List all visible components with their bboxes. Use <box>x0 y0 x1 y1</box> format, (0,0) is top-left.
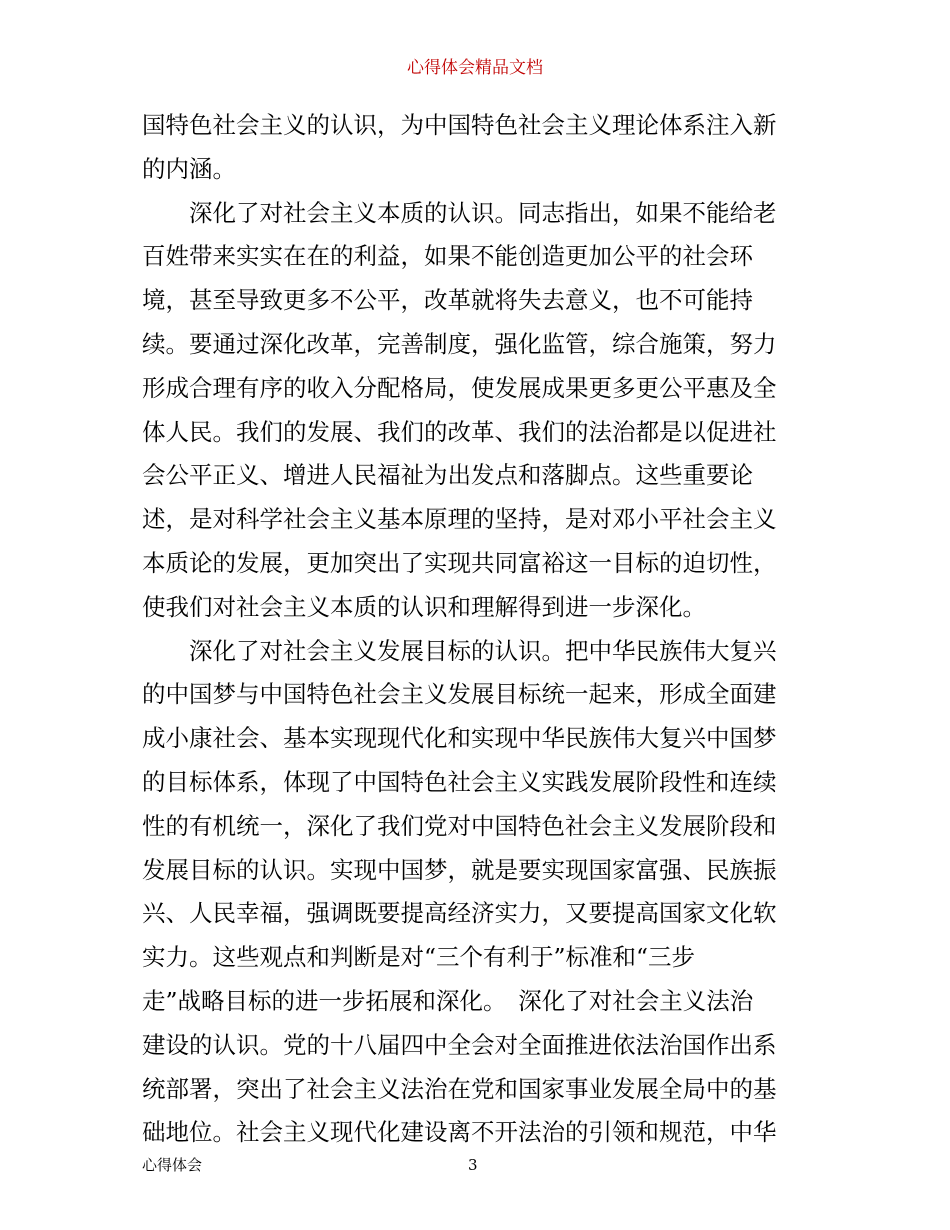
text-line: 统部署，突出了社会主义法治在党和国家事业发展全局中的基 <box>142 1074 777 1103</box>
text-line: 实力。这些观点和判断是对“三个有利于”标准和“三步 <box>142 943 696 972</box>
text-line: 础地位。社会主义现代化建设离不开法治的引领和规范，中华 <box>142 1118 777 1147</box>
text-line: 性的有机统一，深化了我们党对中国特色社会主义发展阶段和 <box>142 811 777 840</box>
text-line: 国特色社会主义的认识，为中国特色社会主义理论体系注入新 <box>142 111 777 139</box>
text-line: 体人民。我们的发展、我们的改革、我们的法治都是以促进社 <box>142 417 777 446</box>
text-line: 境，甚至导致更多不公平，改革就将失去意义，也不可能持 <box>142 286 753 315</box>
footer-label: 心得体会 <box>142 1156 203 1174</box>
page-header-title: 心得体会精品文档 <box>407 58 543 78</box>
text-line: 的目标体系，体现了中国特色社会主义实践发展阶段性和连续 <box>142 767 777 796</box>
text-line: 深化了对社会主义本质的认识。同志指出，如果不能给老 <box>142 198 777 227</box>
text-line: 深化了对社会主义发展目标的认识。把中华民族伟大复兴 <box>142 636 777 665</box>
page-number: 3 <box>468 1156 478 1174</box>
text-line: 发展目标的认识。实现中国梦，就是要实现国家富强、民族振 <box>142 855 777 884</box>
text-line: 形成合理有序的收入分配格局，使发展成果更多更公平惠及全 <box>142 373 777 402</box>
text-line: 述，是对科学社会主义基本原理的坚持，是对邓小平社会主义 <box>142 505 777 534</box>
document-body <box>142 104 814 1155</box>
text-line: 续。要通过深化改革，完善制度，强化监管，综合施策，努力 <box>142 329 777 358</box>
text-line: 建设的认识。党的十八届四中全会对全面推进依法治国作出系 <box>142 1030 777 1059</box>
text-line: 走”战略目标的进一步拓展和深化。 深化了对社会主义法治 <box>142 986 754 1015</box>
text-line: 使我们对社会主义本质的认识和理解得到进一步深化。 <box>142 592 706 621</box>
text-line: 成小康社会、基本实现现代化和实现中华民族伟大复兴中国梦 <box>142 724 777 753</box>
text-line: 兴、人民幸福，强调既要提高经济实力，又要提高国家文化软 <box>142 899 777 928</box>
text-line: 会公平正义、增进人民福祉为出发点和落脚点。这些重要论 <box>142 461 753 490</box>
text-line: 百姓带来实实在在的利益，如果不能创造更加公平的社会环 <box>142 242 753 271</box>
text-line: 的内涵。 <box>142 154 236 183</box>
text-line: 本质论的发展，更加突出了实现共同富裕这一目标的迫切性， <box>142 548 777 577</box>
text-line: 的中国梦与中国特色社会主义发展目标统一起来，形成全面建 <box>142 680 777 709</box>
